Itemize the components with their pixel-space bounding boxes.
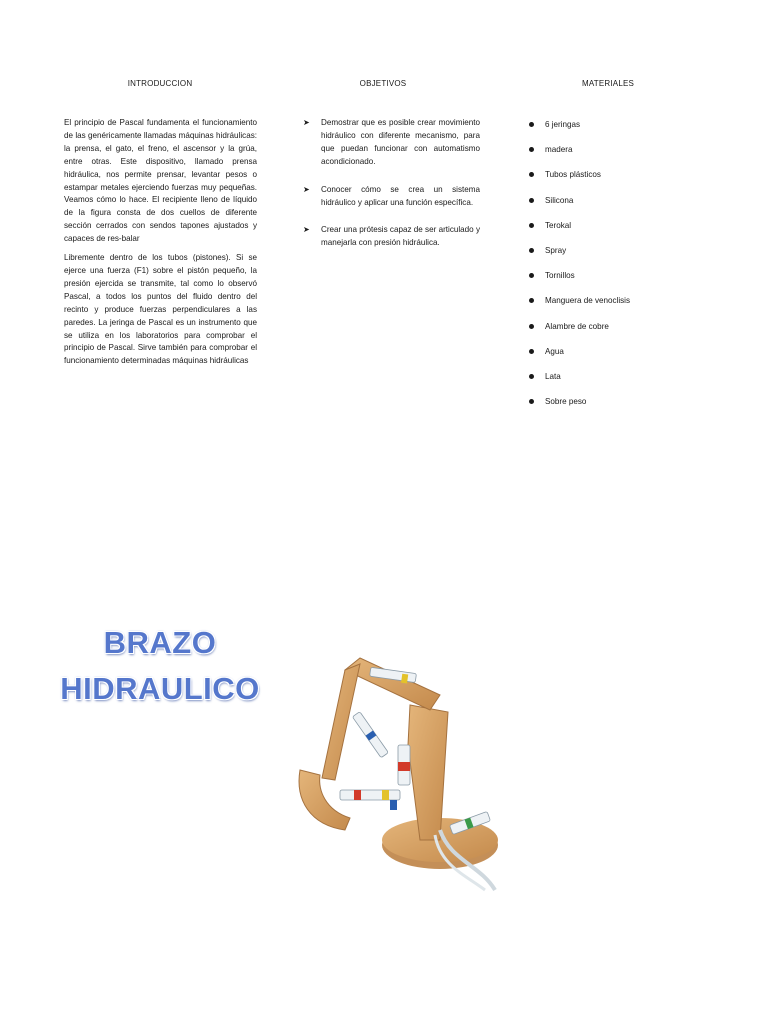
bullet-dot-icon (529, 374, 534, 379)
material-text: Spray (545, 245, 567, 255)
material-item (527, 270, 687, 295)
arrow-bullet-icon: ➤ (303, 118, 310, 127)
syringe-red (398, 745, 410, 785)
objectives-list (303, 117, 480, 265)
title-line-1: BRAZO (103, 625, 217, 660)
hydraulic-arm-photo (290, 650, 500, 895)
material-item (527, 144, 687, 169)
bullet-dot-icon (529, 273, 534, 278)
bullet-dot-icon (529, 122, 534, 127)
objective-item (303, 184, 480, 210)
material-text: Terokal (545, 220, 572, 230)
material-text: 6 jeringas (545, 120, 581, 129)
material-text: Tornillos (545, 271, 575, 281)
material-text: Lata (545, 371, 561, 381)
bullet-dot-icon (529, 349, 534, 354)
header-objetivos: OBJETIVOS (359, 79, 407, 88)
objective-text: Conocer cómo se crea un sistema hidráulico y aplicar una función específica. (321, 184, 480, 207)
bullet-dot-icon (529, 147, 534, 152)
forearm (322, 664, 360, 780)
material-item (527, 396, 687, 421)
bullet-dot-icon (529, 399, 534, 404)
material-text: Manguera de venoclisis (545, 296, 631, 306)
material-item (527, 371, 687, 396)
material-text: Tubos plásticos (545, 170, 601, 180)
material-item (527, 169, 687, 194)
material-text: madera (545, 145, 573, 155)
material-item (527, 220, 687, 245)
objective-text: Crear una prótesis capaz de ser articulado y manejarla con presión hidráulica. (321, 225, 480, 248)
materials-list (527, 119, 687, 421)
material-item (527, 295, 687, 320)
material-item (527, 245, 687, 270)
introduction-text (64, 117, 257, 374)
bullet-dot-icon (529, 298, 534, 303)
intro-paragraph-2: Libremente dentro de los tubos (pistones). Si se ejerce una fuerza (F1) sobre el pistón pequeño, la presión ejercida se transmite, tal como lo observó Pascal, a todos los puntos del fluido dentro del recinto y produce fuerzas perpendiculares a las paredes. La jeringa de Pascal es un instrumento que se utiliza en los laboratorios para comprobar el principio de Pascal. Sirve también para comprobar el funcionamiento determinadas máquinas hidráulicas (64, 253, 257, 366)
syringe-middle (352, 712, 388, 758)
arrow-bullet-icon: ➤ (303, 225, 310, 235)
bullet-dot-icon (529, 248, 534, 253)
arrow-bullet-icon: ➤ (303, 184, 310, 194)
material-item (527, 321, 687, 346)
material-text: Agua (545, 346, 564, 356)
material-item (527, 195, 687, 220)
header-materiales: MATERIALES (581, 79, 635, 88)
material-item (527, 346, 687, 371)
bullet-dot-icon (529, 198, 534, 203)
bullet-dot-icon (529, 324, 534, 329)
material-text: Sobre peso (545, 397, 587, 407)
objective-item (303, 117, 480, 169)
intro-paragraph-1: El principio de Pascal fundamenta el funcionamiento de las genéricamente llamadas máquinas hidráulicas: la prensa, el gato, el freno, el ascensor y la grúa, entre otras. Este dispositivo, llamado prensa hidráulica, nos permite prensar, levantar pesos o estampar metales ejerciendo fuerzas muy pequeñas. Veamos cómo lo hace. El recipiente lleno de líquido de la figura consta de dos cuellos de diferente sección cerrados con sendos tapones ajustados y capaces de res-balar (64, 118, 257, 244)
document-title (60, 620, 260, 712)
header-introduccion: INTRODUCCION (127, 79, 193, 88)
bullet-dot-icon (529, 172, 534, 177)
title-line-2: HIDRAULICO (60, 671, 260, 706)
material-text: Alambre de cobre (545, 321, 609, 331)
syringe-lower (340, 790, 400, 810)
material-item (527, 119, 687, 144)
objective-text: Demostrar que es posible crear movimiento hidráulico con diferente mecanismo, para que puedan funcionar con automatismo acondicionado. (321, 118, 480, 166)
bullet-dot-icon (529, 223, 534, 228)
material-text: Silicona (545, 195, 574, 205)
objective-item (303, 224, 480, 250)
